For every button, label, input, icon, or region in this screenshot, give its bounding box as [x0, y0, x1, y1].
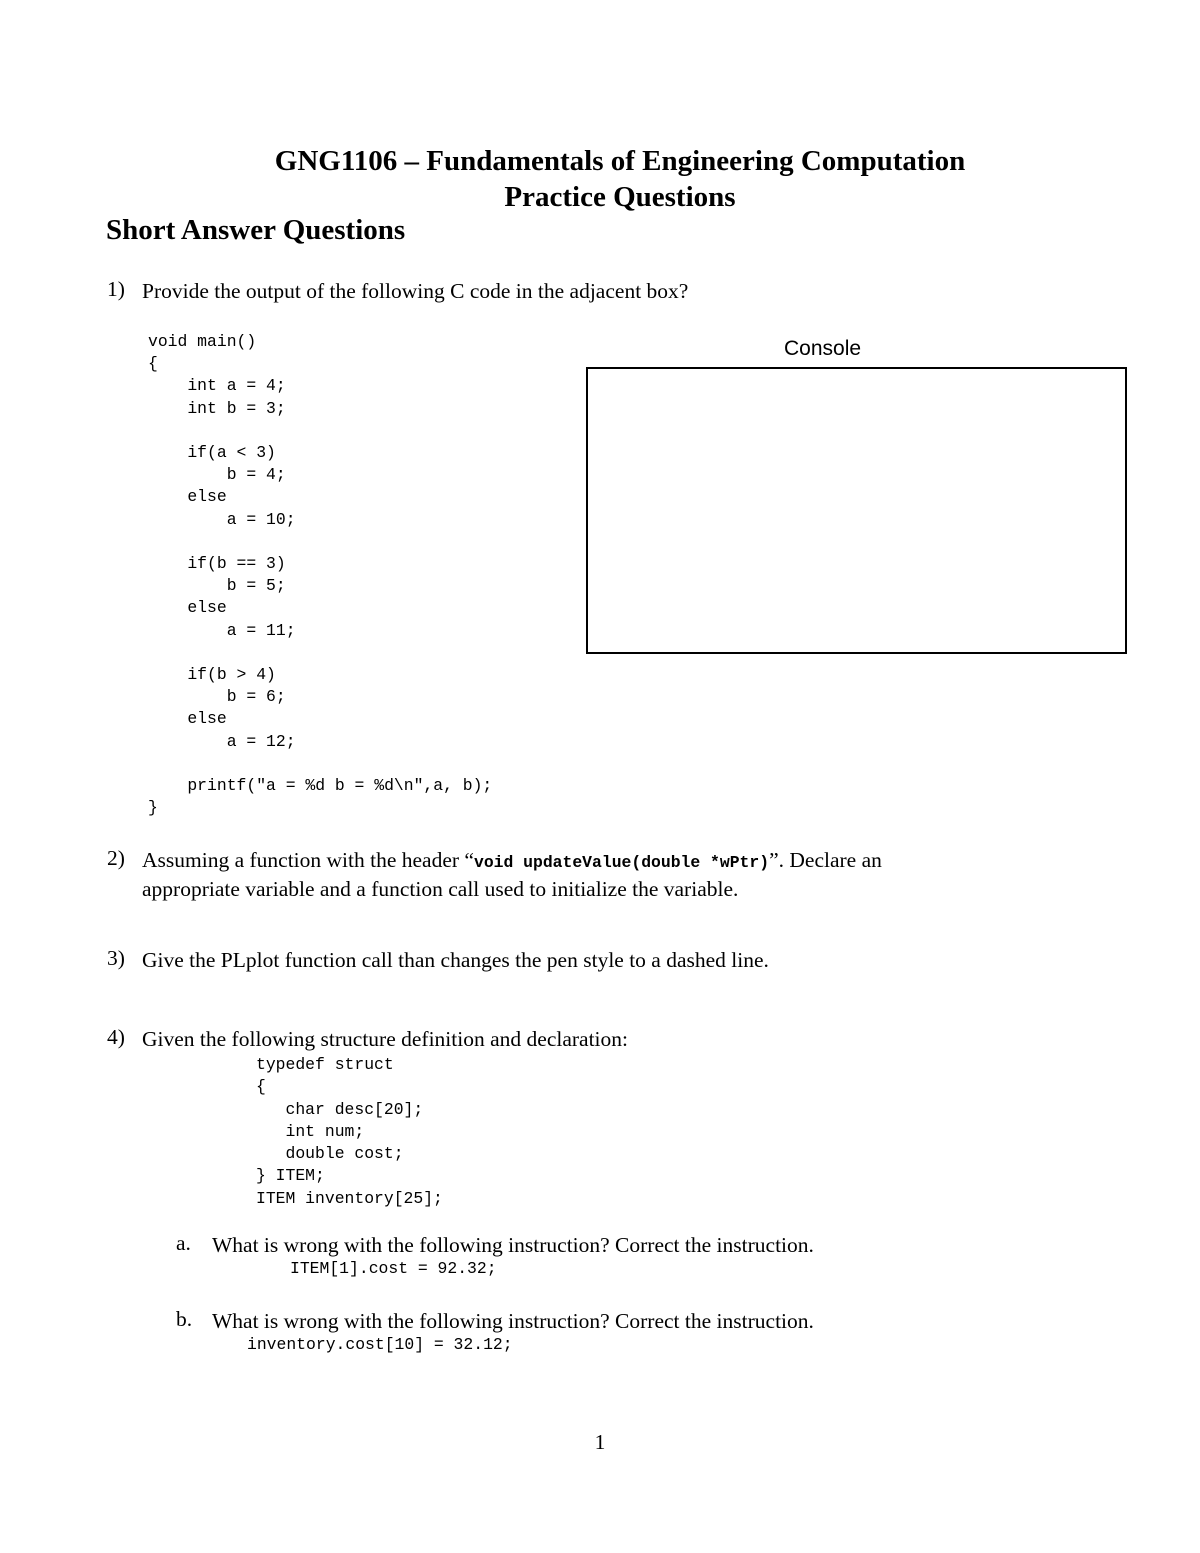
code-line: char desc[20];	[256, 1099, 424, 1119]
question-text: Provide the output of the following C code in the adjacent box?	[142, 279, 689, 303]
question-number: 4)	[107, 1025, 125, 1049]
code-block-q4	[256, 1054, 443, 1210]
question-text	[142, 846, 882, 877]
code-line: void main()	[148, 332, 257, 351]
code-line	[148, 420, 492, 442]
part-label: b.	[176, 1307, 193, 1331]
question-number: 1)	[107, 277, 125, 301]
question-text: Given the following structure definition and declaration:	[142, 1027, 628, 1051]
question-text-before: Assuming a function with the header “	[142, 848, 474, 872]
code-line: b = 6;	[148, 687, 286, 707]
code-line: else	[148, 487, 227, 507]
code-line: {	[256, 1077, 266, 1097]
code-line: b = 4;	[148, 465, 286, 485]
code-line: if(b > 4)	[148, 665, 276, 685]
page-subtitle: Practice Questions	[504, 181, 736, 213]
code-block-q1	[148, 331, 492, 819]
code-line: typedef struct	[256, 1055, 394, 1074]
console-answer-box[interactable]	[586, 367, 1127, 654]
console-label: Console	[784, 337, 862, 360]
question-text-line2: appropriate variable and a function call used to initialize the variable.	[142, 877, 739, 901]
code-line: ITEM inventory[25];	[256, 1188, 443, 1208]
course-title: GNG1106 – Fundamentals of Engineering Computation	[274, 145, 966, 177]
code-line: a = 12;	[148, 731, 296, 751]
code-line: else	[148, 598, 227, 618]
code-line: else	[148, 709, 227, 729]
function-header-code: void updateValue(double *wPtr)	[473, 853, 770, 872]
code-line: }	[148, 798, 158, 818]
part-text: What is wrong with the following instruction? Correct the instruction.	[212, 1309, 814, 1333]
question-number: 3)	[107, 946, 125, 970]
code-line: int num;	[256, 1121, 365, 1141]
part-label: a.	[176, 1231, 191, 1255]
question-text-after: ”. Declare an	[769, 848, 882, 872]
code-line	[148, 531, 492, 553]
code-line: a = 10;	[148, 509, 296, 529]
question-number: 2)	[107, 846, 125, 870]
section-title: Short Answer Questions	[106, 214, 406, 246]
code-line: {	[148, 354, 158, 374]
code-line: if(b == 3)	[148, 554, 286, 574]
code-line: a = 11;	[148, 620, 296, 640]
code-line: double cost;	[256, 1144, 404, 1164]
code-line-q4b: inventory.cost[10] = 32.12;	[247, 1335, 513, 1354]
code-line: int a = 4;	[148, 376, 286, 396]
question-text: Give the PLplot function call than changes the pen style to a dashed line.	[142, 948, 769, 972]
code-line: printf("a = %d b = %d\n",a, b);	[148, 776, 493, 796]
code-line	[148, 642, 492, 664]
code-line: } ITEM;	[256, 1166, 325, 1186]
code-line-q4a: ITEM[1].cost = 92.32;	[290, 1259, 497, 1278]
part-text: What is wrong with the following instruction? Correct the instruction.	[212, 1233, 814, 1257]
code-line	[148, 753, 492, 775]
code-line: if(a < 3)	[148, 443, 276, 463]
code-line: int b = 3;	[148, 398, 286, 418]
code-line: b = 5;	[148, 576, 286, 596]
page-number: 1	[594, 1430, 606, 1454]
